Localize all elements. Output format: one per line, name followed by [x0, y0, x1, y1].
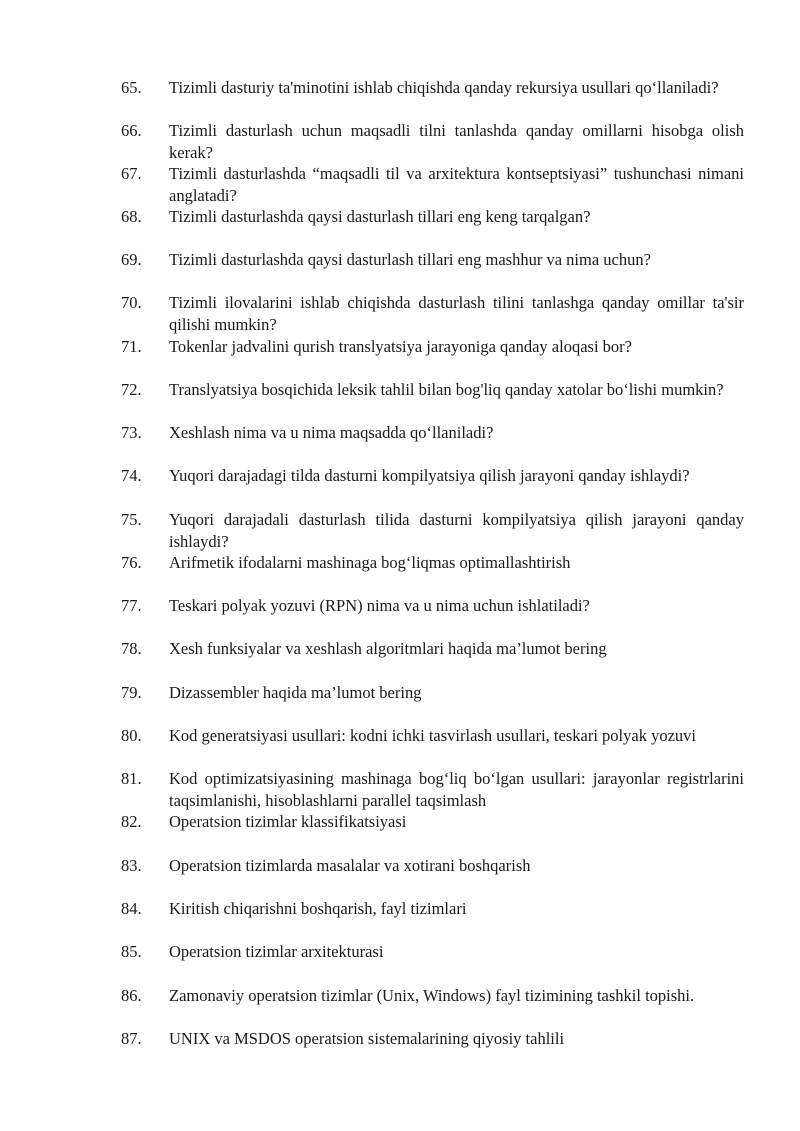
question-number: 83.	[121, 856, 142, 875]
question-number: 80.	[121, 726, 142, 745]
question-number: 66.	[121, 121, 142, 140]
question-text: Yuqori darajadali dasturlash tilida dasturni kompilyatsiya qilish jarayoni qanday ishlaydi?	[169, 510, 744, 551]
question-number: 78.	[121, 639, 142, 658]
question-text: Arifmetik ifodalarni mashinaga bog‘liqmas optimallashtirish	[169, 553, 571, 572]
question-number: 75.	[121, 510, 142, 529]
question-text: Translyatsiya bosqichida leksik tahlil bilan bog'liq qanday xatolar bo‘lishi mumkin?	[169, 380, 724, 399]
question-number: 85.	[121, 942, 142, 961]
question-text: Xeshlash nima va u nima maqsadda qo‘llaniladi?	[169, 423, 494, 442]
question-number: 86.	[121, 986, 142, 1005]
question-number: 81.	[121, 769, 142, 788]
question-text: Teskari polyak yozuvi (RPN) nima va u nima uchun ishlatiladi?	[169, 596, 590, 615]
question-text: Tokenlar jadvalini qurish translyatsiya jarayoniga qanday aloqasi bor?	[169, 337, 632, 356]
question-text: Operatsion tizimlar arxitekturasi	[169, 942, 384, 961]
question-text: Tizimli dasturlashda “maqsadli til va arxitektura kontseptsiyasi” tushunchasi nimani anglatadi?	[169, 164, 744, 205]
question-text: Dizassembler haqida ma’lumot bering	[169, 683, 422, 702]
question-number: 69.	[121, 250, 142, 269]
question-text: Kod generatsiyasi usullari: kodni ichki tasvirlash usullari, teskari polyak yozuvi	[169, 726, 696, 745]
question-text: Tizimli ilovalarini ishlab chiqishda dasturlash tilini tanlashga qanday omillar ta'sir qilishi mumkin?	[169, 293, 744, 334]
question-number: 72.	[121, 380, 142, 399]
question-number: 70.	[121, 293, 142, 312]
question-number: 67.	[121, 164, 142, 183]
question-text: Tizimli dasturlashda qaysi dasturlash tillari eng mashhur va nima uchun?	[169, 250, 651, 269]
question-number: 74.	[121, 466, 142, 485]
question-text: Operatsion tizimlar klassifikatsiyasi	[169, 812, 407, 831]
question-number: 76.	[121, 553, 142, 572]
question-text: Tizimli dasturiy ta'minotini ishlab chiqishda qanday rekursiya usullari qo‘llaniladi?	[169, 78, 719, 97]
question-text: Operatsion tizimlarda masalalar va xotirani boshqarish	[169, 856, 531, 875]
question-text: Kod optimizatsiyasining mashinaga bog‘liq bo‘lgan usullari: jarayonlar registrlarini taqsimlanishi, hisoblashlarni parallel taqsimlash	[169, 769, 744, 810]
question-number: 77.	[121, 596, 142, 615]
question-text: Tizimli dasturlashda qaysi dasturlash tillari eng keng tarqalgan?	[169, 207, 591, 226]
question-text: UNIX va MSDOS operatsion sistemalarining qiyosiy tahlili	[169, 1029, 565, 1048]
question-number: 82.	[121, 812, 142, 831]
question-text: Zamonaviy operatsion tizimlar (Unix, Windows) fayl tizimining tashkil topishi.	[169, 986, 695, 1005]
question-text: Yuqori darajadagi tilda dasturni kompilyatsiya qilish jarayoni qanday ishlaydi?	[169, 466, 690, 485]
question-text: Tizimli dasturlash uchun maqsadli tilni tanlashda qanday omillarni hisobga olish kerak?	[169, 121, 744, 162]
question-text: Xesh funksiyalar va xeshlash algoritmlari haqida ma’lumot bering	[169, 639, 607, 658]
question-number: 65.	[121, 78, 142, 97]
question-number: 68.	[121, 207, 142, 226]
question-number: 73.	[121, 423, 142, 442]
question-text: Kiritish chiqarishni boshqarish, fayl tizimlari	[169, 899, 467, 918]
question-number: 71.	[121, 337, 142, 356]
question-number: 84.	[121, 899, 142, 918]
question-number: 87.	[121, 1029, 142, 1048]
question-number: 79.	[121, 683, 142, 702]
